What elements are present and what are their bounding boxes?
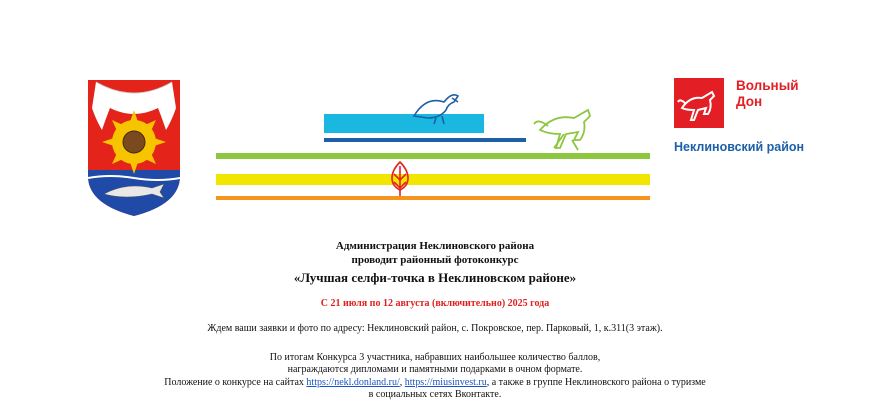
banner-orange-stripe: [216, 196, 650, 200]
district-banner: [216, 90, 652, 205]
brand-block: [674, 78, 824, 158]
brand-logo: [674, 78, 724, 128]
rules-line: [0, 377, 870, 388]
brand-name-line1: Вольный: [736, 78, 799, 93]
contest-title: «Лучшая селфи-точка в Неклиновском районе»: [293, 270, 577, 285]
rules-separator: ,: [399, 377, 405, 388]
brand-name: [736, 78, 846, 110]
contest-dates: С 21 июля по 12 августа (включительно) 2025 года: [320, 298, 550, 309]
banner-cyan-bar: [324, 114, 484, 133]
action-heading: проводит районный фотоконкурс: [351, 254, 519, 266]
banner-blue-stripe: [324, 138, 526, 142]
banner-yellow-stripe: [216, 174, 650, 185]
horse-icon: [534, 110, 590, 150]
results-line-1: По итогам Конкурса 3 участника, набравших наибольшее количество баллов,: [269, 352, 601, 363]
rules-prefix: Положение о конкурсе на сайтах: [164, 377, 307, 388]
link-nekl-donland[interactable]: https://nekl.donland.ru/: [306, 377, 400, 388]
coat-of-arms-icon: [86, 78, 182, 218]
brand-district: Неклиновский район: [674, 140, 805, 154]
rules-suffix: , а также в группе Неклиновского района о туризме: [486, 377, 706, 388]
organizer-heading: Администрация Неклиновского района: [335, 240, 535, 252]
submission-address: Ждем ваши заявки и фото по адресу: Неклиновский район, с. Покровское, пер. Парковый, 1, к.311(3 этаж).: [207, 323, 663, 334]
brand-horse-icon: [674, 78, 724, 128]
banner-green-stripe: [216, 153, 650, 159]
link-miusinvest[interactable]: https://miusinvest.ru: [404, 377, 487, 388]
results-line-2: награждаются дипломами и памятными подарками в очном формате.: [287, 364, 583, 375]
rules-line-2: в социальных сетях Вконтакте.: [368, 389, 502, 400]
brand-name-line2: Дон: [736, 94, 763, 109]
